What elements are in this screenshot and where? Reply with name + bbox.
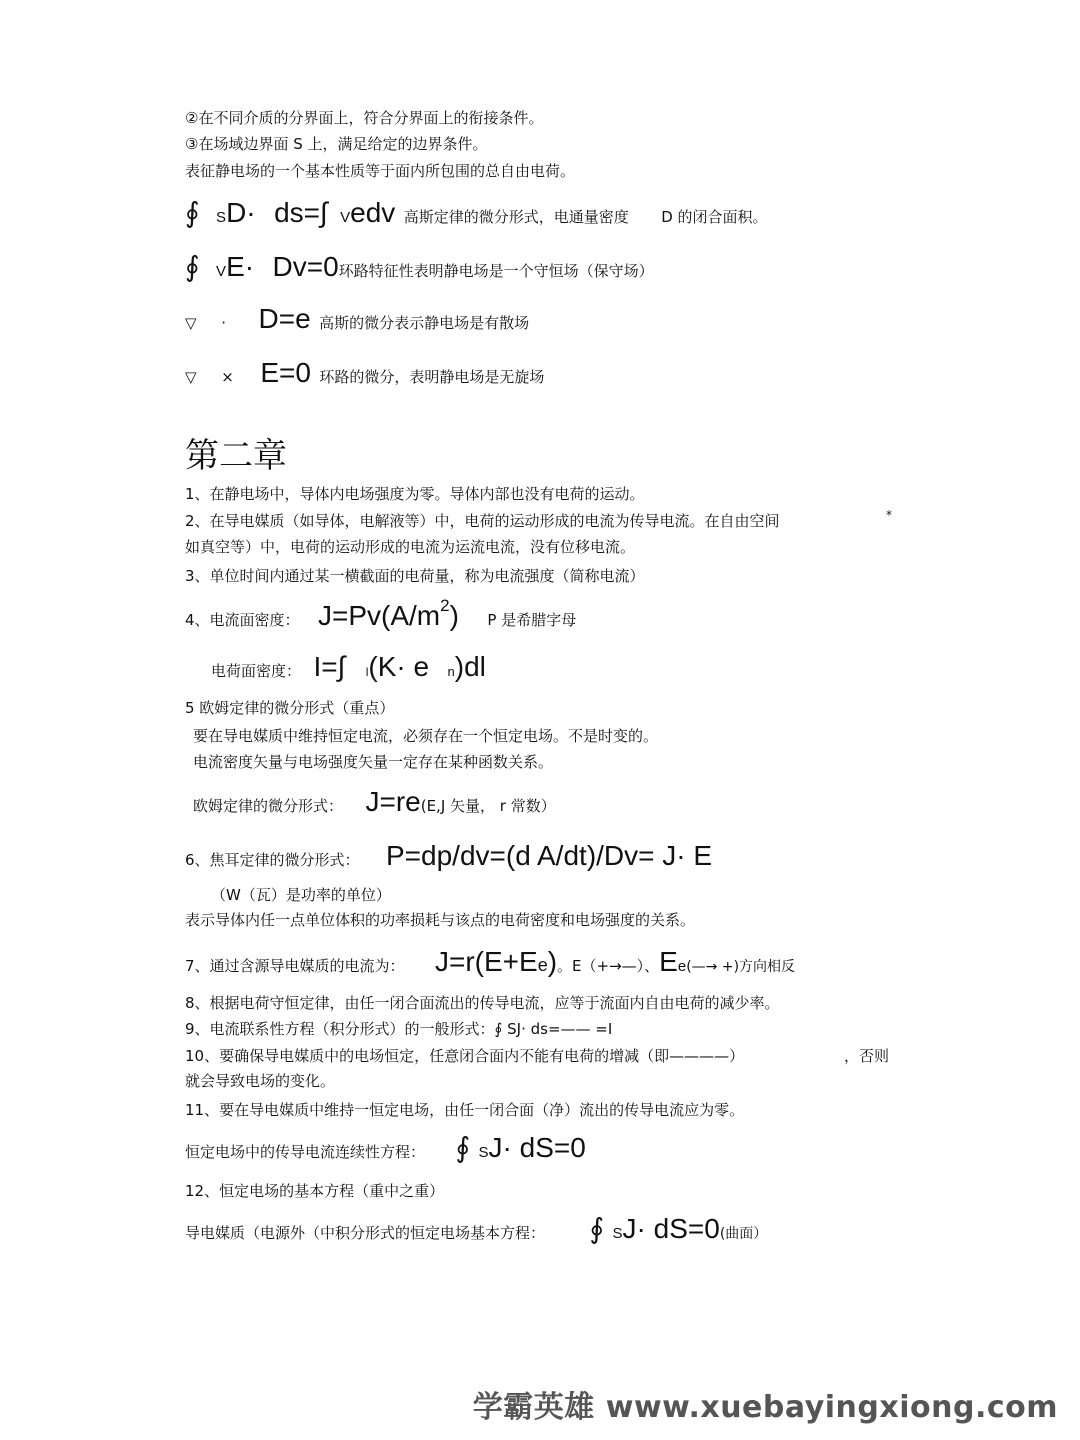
equation-part: E=0 xyxy=(260,357,311,388)
contour-integral-symbol: ∮ xyxy=(589,1213,605,1244)
item-9: 9、电流联系性方程（积分形式）的一般形式：∮ SJ· ds=—— =I xyxy=(185,1020,613,1038)
item-5: 5 欧姆定律的微分形式（重点） xyxy=(185,699,395,717)
item-8: 8、根据电荷守恒定律，由任一闭合面流出的传导电流，应等于流面内自由电荷的减少率。 xyxy=(185,994,780,1012)
equation-part: ds=∫ xyxy=(274,197,328,228)
note: 。E（+→—）、 xyxy=(557,957,660,975)
equation-part: I=∫ xyxy=(313,651,346,682)
equation-divergence xyxy=(185,303,529,335)
item-10-line-2: 就会导致电场的变化。 xyxy=(185,1072,336,1090)
equation-loop-integral xyxy=(185,250,654,283)
label: 导电媒质（电源外（中积分形式的恒定电场基本方程： xyxy=(185,1224,546,1242)
continuity-equation xyxy=(185,1131,586,1164)
chapter-heading: 第二章 xyxy=(185,436,287,476)
item-4-current-density xyxy=(185,596,576,632)
item-5-line-a: 要在导电媒质中维持恒定电流，必须存在一个恒定电场。不是时变的。 xyxy=(193,727,659,745)
item-11: 11、要在导电媒质中维持一恒定电场，由任一闭合面（净）流出的传导电流应为零。 xyxy=(185,1101,745,1119)
text-line-boundary: ②在不同介质的分界面上，符合分界面上的衔接条件。 xyxy=(185,109,544,127)
equation-part: D=e xyxy=(258,303,311,334)
equation-part: J=re xyxy=(365,786,421,817)
equation-part: J· dS=0 xyxy=(488,1132,586,1163)
equation-part: D· xyxy=(226,197,256,228)
joule-law-equation xyxy=(185,840,712,872)
equation-part: E· xyxy=(226,251,255,282)
equation-description: 环路的微分，表明静电场是无旋场 xyxy=(319,368,545,386)
label: 电荷面密度： xyxy=(211,662,302,680)
equation-part: Dv=0 xyxy=(272,251,339,282)
ohm-law-equation xyxy=(193,786,556,818)
equation-part: )dl xyxy=(454,651,486,682)
label: 恒定电场中的传导电流连续性方程： xyxy=(185,1143,426,1161)
operator-symbol: ▽ · xyxy=(185,314,237,332)
equation-part: E xyxy=(659,946,678,977)
subscript: S xyxy=(216,209,227,226)
subscript: e xyxy=(537,955,548,975)
label: 欧姆定律的微分形式： xyxy=(193,797,344,815)
label: 4、电流面密度： xyxy=(185,611,300,629)
asterisk-mark: * xyxy=(886,508,892,522)
item-2-line-1: 2、在导电媒质（如导体，电解液等）中，电荷的运动形成的电流为传导电流。在自由空间 xyxy=(185,512,780,530)
subscript: e xyxy=(677,958,687,975)
equation-part: J· dS=0 xyxy=(622,1213,720,1244)
equation-part: edv xyxy=(350,197,396,228)
item-5-line-b: 电流密度矢量与电场强度矢量一定存在某种函数关系。 xyxy=(193,753,554,771)
basic-equation xyxy=(185,1212,767,1245)
subscript: V xyxy=(340,209,351,226)
operator-symbol: ▽ × xyxy=(185,368,244,386)
equation-gauss-integral xyxy=(185,196,768,229)
equation-description: 高斯定律的微分形式，电通量密度 xyxy=(403,208,629,226)
subscript: S xyxy=(478,1144,489,1161)
subscript: n xyxy=(447,664,455,679)
note: (曲面） xyxy=(719,1226,768,1242)
label: 7、通过含源导电媒质的电流为： xyxy=(185,957,405,975)
item-6-line-a: （W（瓦）是功率的单位） xyxy=(211,886,391,904)
contour-integral-symbol: ∮ xyxy=(455,1132,471,1163)
note: (E,J 矢量， r 常数） xyxy=(420,797,556,815)
item-2-line-2: 如真空等）中，电荷的运动形成的电流为运流电流，没有位移电流。 xyxy=(185,538,636,556)
item-10-line-1: 10、要确保导电媒质中的电场恒定，任意闭合面内不能有电荷的增减（即————） xyxy=(185,1047,745,1065)
equation-description-tail: D 的闭合面积。 xyxy=(661,208,768,226)
item-3: 3、单位时间内通过某一横截面的电荷量，称为电流强度（简称电流） xyxy=(185,567,645,585)
item-4-charge-density xyxy=(211,651,486,683)
note: (—→ +)方向相反 xyxy=(686,959,796,975)
contour-integral-symbol: ∮ xyxy=(185,197,200,228)
item-1: 1、在静电场中，导体内电场强度为零。导体内部也没有电荷的运动。 xyxy=(185,485,645,503)
note: P 是希腊字母 xyxy=(487,611,577,629)
watermark: 学霸英雄 www.xuebayingxiong.com xyxy=(472,1390,1058,1425)
item-10-tail: ，否则 xyxy=(844,1047,890,1065)
superscript: 2 xyxy=(440,596,450,615)
label: 6、焦耳定律的微分形式： xyxy=(185,851,360,869)
item-6-line-b: 表示导体内任一点单位体积的功率损耗与该点的电荷密度和电场强度的关系。 xyxy=(185,911,696,929)
equation-description: 环路特征性表明静电场是一个守恒场（保守场） xyxy=(338,262,654,280)
text-line-edge-condition: ③在场域边界面 S 上，满足给定的边界条件。 xyxy=(185,135,488,153)
equation-part: (K· e xyxy=(368,651,430,682)
equation-part: J=Pv(A/m xyxy=(318,600,441,631)
equation-part: P=dp/dv=(d A/dt)/Dv= J· E xyxy=(386,840,713,871)
subscript: S xyxy=(612,1225,623,1242)
equation-description: 高斯的微分表示静电场是有散场 xyxy=(319,314,530,332)
equation-part: ) xyxy=(547,946,558,977)
item-7-equation xyxy=(185,946,795,978)
equation-part: ) xyxy=(449,600,459,631)
contour-integral-symbol: ∮ xyxy=(185,251,200,282)
equation-part: J=r(E+E xyxy=(435,946,538,977)
equation-curl xyxy=(185,357,544,389)
subscript: l xyxy=(365,665,369,679)
text-line-property: 表征静电场的一个基本性质等于面内所包围的总自由电荷。 xyxy=(185,162,576,180)
subscript: V xyxy=(216,263,227,280)
item-12: 12、恒定电场的基本方程（重中之重） xyxy=(185,1182,445,1200)
